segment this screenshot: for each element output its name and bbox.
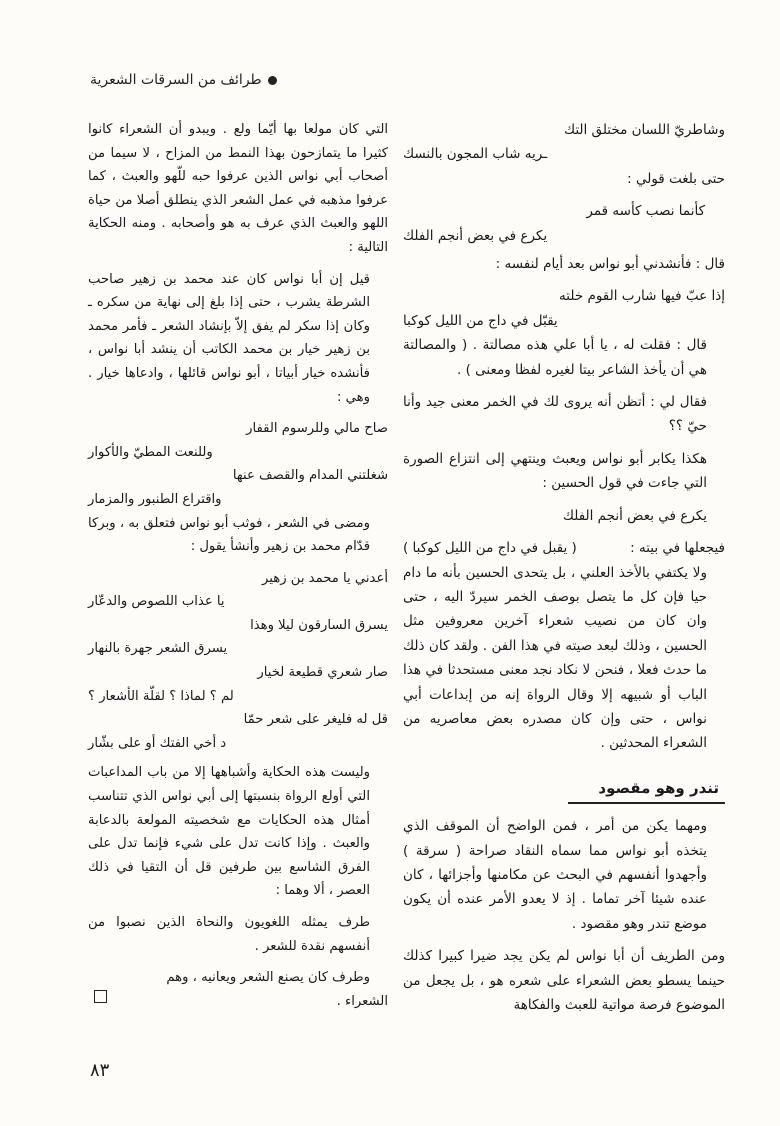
paragraph-text: الشعراء . bbox=[336, 993, 388, 1009]
hemistich: يكرع في بعض أنجم الفلك bbox=[403, 227, 548, 244]
hemistich: واقتراع الطنبور والمزمار bbox=[88, 491, 222, 507]
hemistich: يسرق الشعر جهرة بالنهار bbox=[88, 641, 228, 657]
paragraph: طرف يمثله اللغويون والنحاة الذين نصبوا من أنفسهم نقدة للشعر . bbox=[88, 915, 370, 954]
quoted-verse: ( يقبل في داج من الليل كوكبا ) bbox=[403, 540, 577, 557]
right-column bbox=[403, 118, 725, 1053]
hemistich: وشاطريّ اللسان مختلق التك bbox=[563, 122, 725, 138]
bullet-icon bbox=[268, 76, 277, 85]
paragraph: قيل إن أبا نواس كان عند محمد بن زهير صاحب الشرطة يشرب ، حتى إذا بلغ إلى نهاية من سكره ـ وكان إذا سكر لم يفق إلاّ بإنشاد الشعر ـ فأمر محمد بن زهير خيار بن محمد الكاتب أن ينشد أبا نواس ، فأنشده خيار أبياتا ، أبو نواس قائلها ، وادعاها خيار . وهي : bbox=[88, 271, 370, 405]
paragraph-fragment: فيجعلها في بيته : bbox=[630, 540, 725, 557]
paragraph: وليست هذه الحكاية وأشباهها إلا من باب المداعبات التي أولع الرواة بنسبتها إلى أبي نواس الذي تتناسب أمثال هذه الحكايات مع شخصيته المولعة بالدعابة والعبث . وإذا كانت تدل على شيء فإنما تدل على الفرق الشاسع بين طرفين قل أن التقيا في ذلك العصر ، ألا وهما : bbox=[88, 765, 370, 899]
page-number: ٨٣ bbox=[90, 1060, 110, 1081]
paragraph: هكذا يكابر أبو نواس ويعبث وينتهي إلى انتزاع الصورة التي جاءت في قول الحسين : bbox=[403, 450, 707, 492]
paragraph: حتى بلغت قولي : bbox=[627, 170, 725, 187]
hemistich: صاح مالي وللرسوم القفار bbox=[246, 421, 388, 437]
end-mark-icon bbox=[94, 990, 107, 1003]
hemistich: أعدني يا محمد بن زهير bbox=[262, 570, 388, 586]
header-title: طرائف من السرقات الشعرية bbox=[90, 72, 262, 88]
paragraph: التي كان مولعا بها أيّما ولع . ويبدو أن الشعراء كانوا كثيرا ما يتمازحون بهذا النمط من المزاح ، لا سيما من أصحاب أبي نواس الذين عرفوا حبه للّهو والعبث ، كما عرفوا مذهبه في عمل الشعر الذي ينطلق أصلا من حياة اللهو والعبث الذي عرف به هو وأصحابه . ومنه الحكاية التالية : bbox=[88, 122, 388, 255]
hemistich: كأنما نصب كأسه قمر bbox=[586, 203, 705, 220]
hemistich: يسرق السارقون ليلا وهذا bbox=[250, 617, 388, 633]
hemistich: لم ؟ لماذا ؟ لقلّة الأشعار ؟ bbox=[88, 688, 234, 704]
verse bbox=[403, 118, 725, 142]
paragraph: ومضى في الشعر ، فوثب أبو نواس فتعلق به ، وبركا قدّام محمد بن زهير وأنشأ يقول : bbox=[88, 515, 370, 555]
hemistich: صار شعري قطيعة لخيار bbox=[257, 665, 388, 681]
paragraph: ومن الطريف أن أبا نواس لم يكن يجد ضيرا كبيرا كذلك حينما يسطو بعض الشعراء على شعره هو ، بل يجعل من الموضوع فرصة مواتية للعبث والفكاهة bbox=[403, 948, 725, 1013]
paragraph: قال : فقلت له ، يا أبا علي هذه مصالتة . ( والمصالتة هي أن يأخذ الشاعر بيتا لغيره لفظا ومعنى ) . bbox=[403, 337, 707, 378]
hemistich: يكرع في بعض أنجم الفلك bbox=[562, 507, 707, 524]
section-heading: تندر وهو مقصود bbox=[568, 774, 725, 804]
hemistich: إذا عبّ فيها شارب القوم خلته bbox=[559, 288, 725, 305]
paragraph: فقال لي : أتظن أنه يروى لك في الخمر معنى جيد وأنا حيّ ؟؟ bbox=[403, 394, 707, 435]
closing-row bbox=[88, 990, 388, 1014]
hemistich: د أخي الفتك أو على بشّار bbox=[88, 735, 227, 751]
paragraph bbox=[88, 966, 388, 990]
paragraph: ولا يكتفي بالأخذ العلني ، بل يتحدى الحسين بأنه ما دام حيا فإن كل ما يتصل بوصف الخمر سيردّ اليه ، حتى وان كان من نصيب شعراء آخرين معروفين مثل الحسين ، وذلك لبعد صيته في هذا الفن . ولقد كان ذلك ما حدث فعلا ، فنحن لا نكاد نجد معنى مستحدثا في هذا الباب أو شبيهه إلا وقال الرواة إنه من إبداعات أبي نواس ، حتى وإن كان مصدره بعض معاصريه من الشعراء المحدثين . bbox=[403, 564, 707, 752]
inline-verse-row bbox=[403, 536, 725, 560]
hemistich: وللنعت المطيّ والأكوار bbox=[88, 444, 213, 460]
hemistich: يا عذاب اللصوص والدعّار bbox=[88, 594, 225, 610]
hemistich: شغلتني المدام والقصف عنها bbox=[232, 468, 388, 484]
hemistich: ـريه شاب المجون بالنسك bbox=[403, 146, 548, 163]
paragraph-text: وطرف كان يصنع الشعر ويعانيه ، وهم bbox=[166, 970, 370, 986]
hemistich: قل له فليغر على شعر حمّا bbox=[243, 712, 388, 728]
paragraph: قال : فأنشدني أبو نواس بعد أيام لنفسه : bbox=[495, 256, 725, 273]
running-header bbox=[90, 72, 277, 88]
paragraph: ومهما يكن من أمر ، فمن الواضح أن الموقف الذي يتخذه أبو نواس مما سماه النقاد صراحة ( سرقة ) وأجهدوا أنفسهم في البحث عن مكامنها وأجزائها ، كان عنده شيئا آخر تماما . إذ لا يعدو الأمر عنده أن يكون موضع تندر وهو مقصود . bbox=[403, 818, 707, 932]
left-column bbox=[88, 118, 388, 1053]
hemistich: يقبّل في داج من الليل كوكبا bbox=[403, 312, 558, 329]
